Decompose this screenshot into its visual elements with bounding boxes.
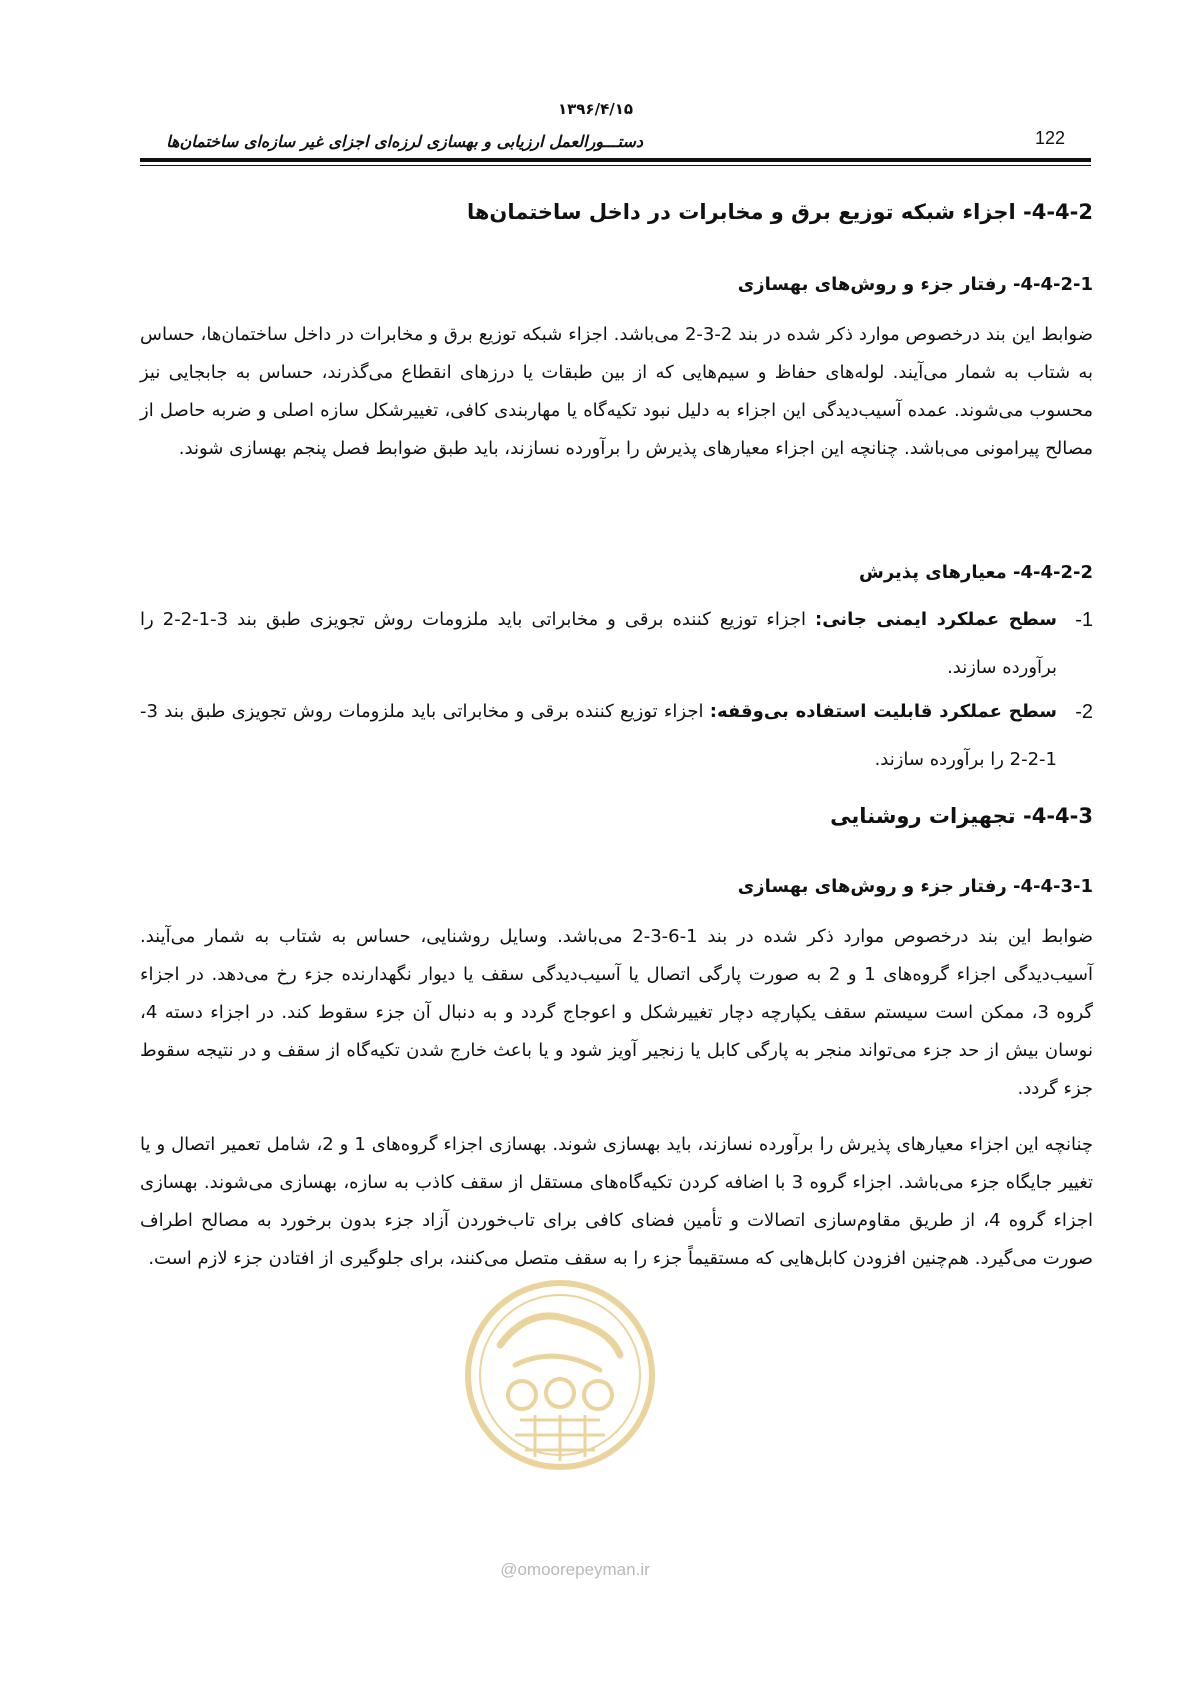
section-heading-4-4-3: 4-4-3- تجهیزات روشنایی	[830, 804, 1093, 828]
list-item-number: 2-	[1075, 701, 1093, 723]
paragraph-4-4-2-1: ضوابط این بند درخصوص موارد ذکر شده در بند 2-3-2 می‌باشد. اجزاء شبکه توزیع برق و مخابرات در داخل ساختمان‌ها، حساس به شتاب به شمار می‌آیند. لوله‌های حفاظ و سیم‌هایی که از بین طبقات یا درزهای انقطاع می‌گذرند، حساس به جابجایی نیز محسوب می‌شوند. عمده آسیب‌دیدگی این اجزاء به دلیل نبود تکیه‌گاه یا مهاربندی کافی، تغییرشکل سازه اصلی و ضربه حاصل از مصالح پیرامونی می‌باشد. چنانچه این اجزاء معیارهای پذیرش را برآورده نسازند، باید طبق ضوابط فصل پنجم بهسازی شوند.	[140, 324, 1093, 459]
section-heading-4-4-2-2: 4-4-2-2- معیارهای پذیرش	[859, 562, 1093, 583]
section-heading-4-4-2-1: 4-4-2-1- رفتار جزء و روش‌های بهسازی	[737, 274, 1093, 295]
list-item	[140, 688, 1093, 784]
watermark-url: @omoorepeyman.ir	[500, 1560, 650, 1579]
page-number: 122	[1035, 128, 1066, 148]
list-item-number: 1-	[1075, 609, 1093, 631]
header-title: دستـــورالعمل ارزیابی و بهسازی لرزه‌ای اجزای غیر سازه‌ای ساختمان‌ها	[166, 132, 643, 151]
list-item-label: سطح عملکرد قابلیت استفاده بی‌وقفه:	[709, 701, 1057, 722]
section-heading-4-4-2: 4-4-2- اجزاء شبکه توزیع برق و مخابرات در داخل ساختمان‌ها	[466, 200, 1093, 224]
list-item	[140, 596, 1093, 692]
paragraph-4-4-3-1-b: چنانچه این اجزاء معیارهای پذیرش را برآورده نسازند، باید بهسازی شوند. بهسازی اجزاء گروه‌های 1 و 2، شامل تعمیر اتصال و یا تغییر جایگاه جزء می‌باشد. اجزاء گروه 3 با اضافه کردن تکیه‌گاه‌های مستقل از سقف کاذب به سازه، بهسازی می‌شوند. بهسازی اجزاء گروه 4، از طریق مقاوم‌سازی اتصالات و تأمین فضای کافی برای تاب‌خوردن آزاد جزء بدون برخورد به مصالح اطراف صورت می‌گیرد. هم‌چنین افزودن کابل‌هایی که مستقیماً جزء را به سقف متصل می‌کنند، برای جلوگیری از افتادن جزء لازم است.	[140, 1134, 1094, 1269]
list-item-text: اجزاء توزیع کننده برقی و مخابراتی باید ملزومات روش تجویزی طبق بند 3-1-2-2 را برآورده سازند.	[140, 609, 1057, 678]
paragraph-4-4-3-1-a: ضوابط این بند درخصوص موارد ذکر شده در بند 1-6-3-2 می‌باشد. وسایل روشنایی، حساس به شتاب به شمار می‌آیند. آسیب‌دیدگی اجزاء گروه‌های 1 و 2 به صورت پارگی اتصال یا آسیب‌دیدگی سقف یا دیوار نگهدارنده جزء رخ می‌دهد. در اجزاء گروه 3، ممکن است سیستم سقف یکپارچه دچار تغییرشکل و اعوجاج گردد و به دنبال آن جزء سقوط کند. در اجزاء دسته 4، نوسان بیش از حد جزء می‌تواند منجر به پارگی کابل یا زنجیر آویز شود و یا باعث خارج شدن تکیه‌گاه از سقف و در نتیجه سقوط جزء گردد.	[140, 926, 1093, 1099]
section-heading-4-4-3-1: 4-4-3-1- رفتار جزء و روش‌های بهسازی	[737, 876, 1093, 897]
header-rule-thick	[140, 158, 1091, 162]
list-item-text: اجزاء توزیع کننده برقی و مخابراتی باید ملزومات روش تجویزی طبق بند 3-1-2-2 را برآورده سازند.	[140, 701, 1057, 770]
header-date: ۱۳۹۶/۴/۱۵	[557, 100, 634, 118]
list-item-label: سطح عملکرد ایمنی جانی:	[815, 609, 1057, 630]
header-rule-thin	[140, 165, 1091, 166]
watermark-seal-logo	[460, 1275, 660, 1475]
